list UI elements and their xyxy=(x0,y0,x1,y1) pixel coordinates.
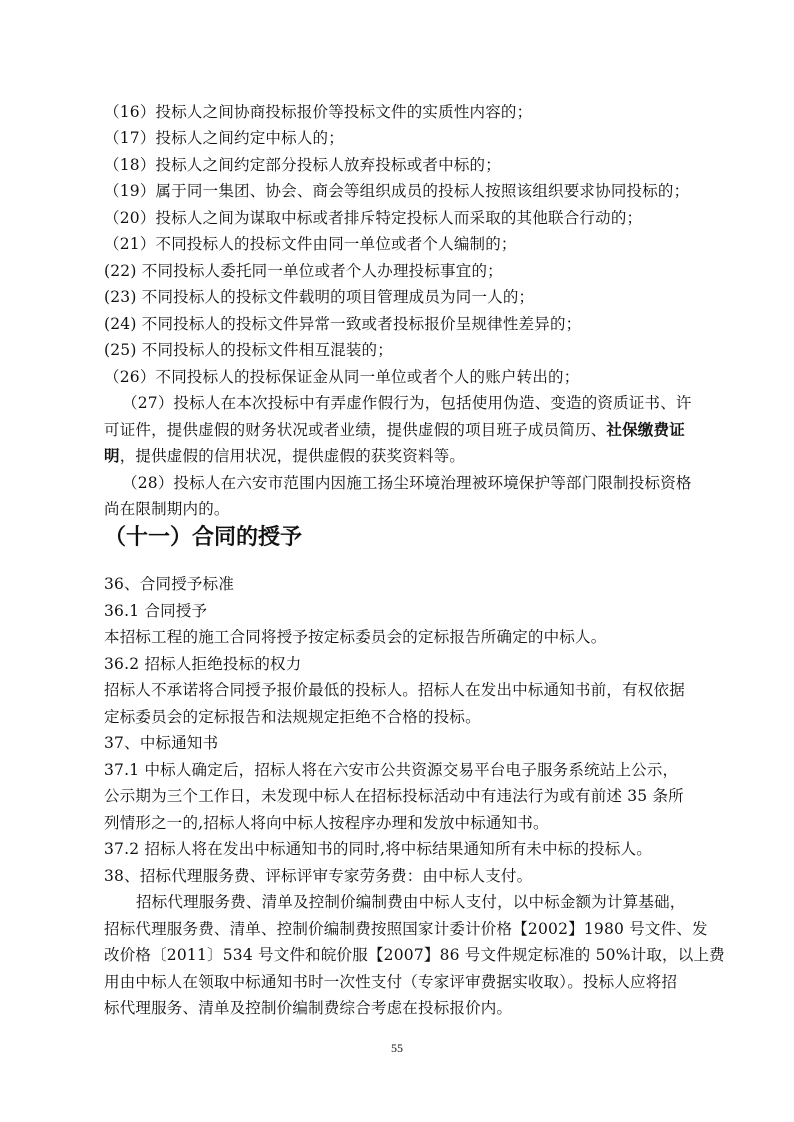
paragraph-line: 招标人不承诺将合同授予报价最低的投标人。招标人在发出中标通知书前，有权依据 xyxy=(104,681,685,699)
list-item-27-line: （27）投标人在本次投标中有弄虚作假行为，包括使用伪造、变造的资质证书、许 xyxy=(122,394,692,412)
list-item-27-line xyxy=(104,420,694,440)
list-item: （18）投标人之间约定部分投标人放弃投标或者中标的； xyxy=(104,156,501,174)
paragraph-line: 公示期为三个工作日，未发现中标人在招标投标活动中有违法行为或有前述 35 条所 xyxy=(104,787,684,805)
list-item: （20）投标人之间为谋取中标或者排斥特定投标人而采取的其他联合行动的； xyxy=(104,209,643,227)
paragraph-line: 用由中标人在领取中标通知书时一次性支付（专家评审费据实收取）。投标人应将招 xyxy=(104,973,678,991)
subclause-heading: 36.1 合同授予 xyxy=(104,602,208,620)
subclause-heading: 36.2 招标人拒绝投标的权力 xyxy=(104,655,302,673)
paragraph-line: 标代理服务、清单及控制价编制费综合考虑在投标报价内。 xyxy=(104,999,513,1017)
clause-heading: 37、中标通知书 xyxy=(104,734,219,752)
text-span: 可证件，提供虚假的财务状况或者业绩，提供虚假的项目班子成员简历、 xyxy=(104,421,607,439)
text-span: ，提供虚假的信用状况，提供虚假的获奖资料等。 xyxy=(119,447,466,465)
list-item: （21）不同投标人的投标文件由同一单位或者个人编制的； xyxy=(104,235,517,253)
paragraph-line: 定标委员会的定标报告和法规规定拒绝不合格的投标。 xyxy=(104,708,481,726)
list-item: （17）投标人之间约定中标人的； xyxy=(104,129,344,147)
clause-heading: 38、招标代理服务费、评标评审专家劳务费：由中标人支付。 xyxy=(104,867,533,885)
section-heading: （十一）合同的授予 xyxy=(104,525,303,550)
list-item: (22) 不同投标人委托同一单位或者个人办理投标事宜的； xyxy=(104,262,503,280)
paragraph-line: 改价格〔2011〕534 号文件和皖价服【2007】86 号文件规定标准的 50%计取，以上费 xyxy=(104,946,725,964)
paragraph-line: 招标代理服务费、清单、控制价编制费按照国家计委计价格【2002】1980 号文件、发 xyxy=(104,920,708,938)
list-item-28-line: 尚在限制期内的。 xyxy=(104,500,230,518)
clause-heading: 36、合同授予标准 xyxy=(104,575,235,593)
list-item: (23) 不同投标人的投标文件载明的项目管理成员为同一人的； xyxy=(104,288,535,306)
paragraph-line: 列情形之一的,招标人将向中标人按程序办理和发放中标通知书。 xyxy=(104,814,549,832)
page-number: 55 xyxy=(391,1041,403,1055)
list-item: （19）属于同一集团、协会、商会等组织成员的投标人按照该组织要求协同投标的； xyxy=(104,182,690,200)
paragraph-line: 37.1 中标人确定后，招标人将在六安市公共资源交易平台电子服务系统站上公示， xyxy=(104,761,679,779)
list-item: (25) 不同投标人的投标文件相互混装的； xyxy=(104,341,393,359)
list-item: （26）不同投标人的投标保证金从同一单位或者个人的账户转出的； xyxy=(104,368,580,386)
bold-text: 社保缴费证 xyxy=(606,420,685,439)
bold-text: 明 xyxy=(104,446,120,465)
list-item: (24) 不同投标人的投标文件异常一致或者投标报价呈规律性差异的； xyxy=(104,315,582,333)
list-item: （16）投标人之间协商投标报价等投标文件的实质性内容的； xyxy=(104,103,533,121)
list-item-27-line xyxy=(104,446,694,466)
paragraph-line: 本招标工程的施工合同将授予按定标委员会的定标报告所确定的中标人。 xyxy=(104,628,607,646)
list-item-28-line: （28）投标人在六安市范围内因施工扬尘环境治理被环境保护等部门限制投标资格 xyxy=(122,474,692,492)
paragraph-line: 招标代理服务费、清单及控制价编制费由中标人支付，以中标金额为计算基础， xyxy=(136,893,686,911)
paragraph-line: 37.2 招标人将在发出中标通知书的同时,将中标结果通知所有未中标的投标人。 xyxy=(104,840,652,858)
